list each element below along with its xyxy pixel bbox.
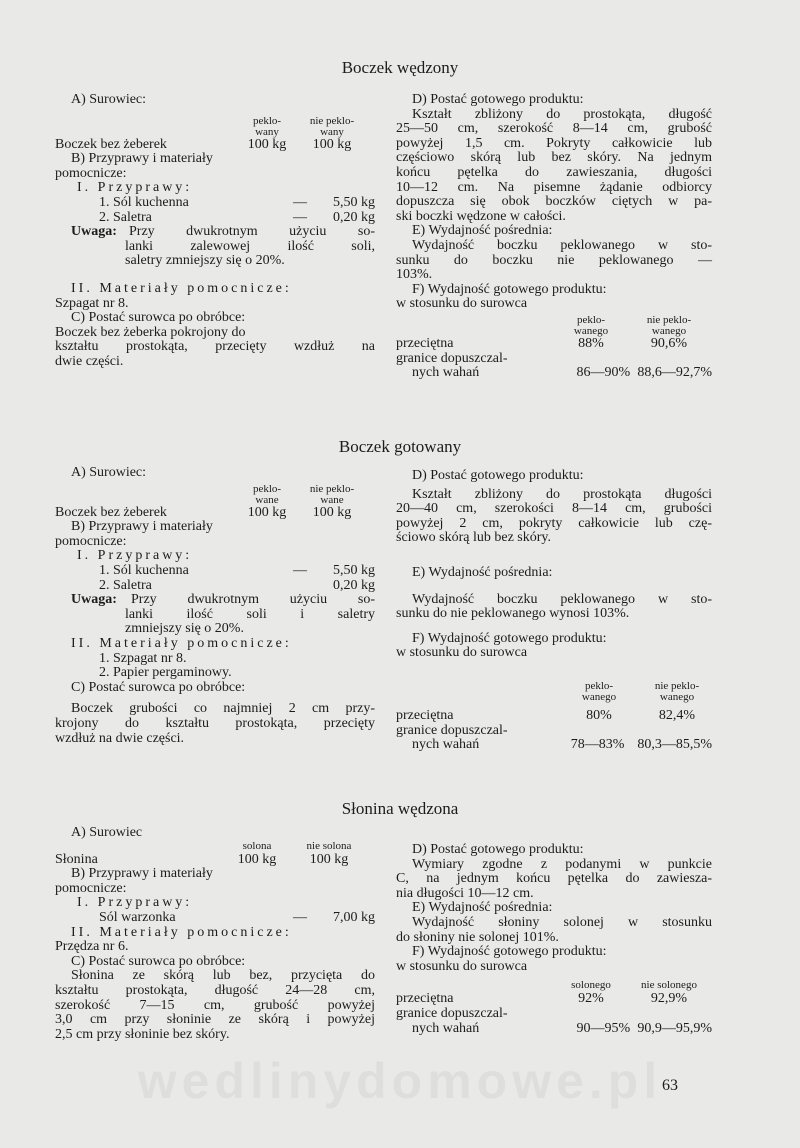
s2-fh1b: wanego (581, 690, 617, 703)
section-title-boczek-gotowany: Boczek gotowany (338, 437, 462, 456)
watermark (0, 1052, 800, 1110)
s3-spice-1-label: Sól warzonka (99, 909, 176, 925)
s1-f-table-header (396, 315, 712, 337)
s2-c-line-3: wzdłuż na dwie części. (55, 730, 185, 746)
s3-right-column (396, 843, 712, 1036)
s1-f-lim-row (396, 366, 712, 381)
s1-fh2b: wanego (651, 324, 687, 337)
s3-c-line-5: 2,5 cm przy słoninie bez skóry. (55, 1026, 230, 1042)
s3-lim-v1: 90—95% (576, 1020, 631, 1036)
s1-spice-2-amount: 0,20 kg (333, 209, 375, 225)
s3-b-heading-2: pomocnicze: (55, 880, 127, 896)
s3-row-v1: 100 kg (237, 851, 277, 867)
s1-fh1a: peklo- (576, 313, 606, 326)
s3-material-1: Przędza nr 6. (55, 939, 129, 955)
s3-f-subheading: w stosunku do surowca (396, 958, 528, 974)
s2-row-v2: 100 kg (312, 504, 352, 520)
s3-c-line-3: szerokość 7—15 cm, grubość powyżej (55, 997, 375, 1013)
s3-spice-1-dash: — (293, 909, 307, 925)
s3-hdr1: solona (242, 839, 272, 852)
s1-uwaga-label: Uwaga: (71, 224, 117, 240)
s2-uwaga-line-2: lanki ilość soli i saletry (125, 606, 375, 622)
s3-hdr2: nie solona (306, 839, 352, 852)
s1-materialy-heading: II. Materiały pomocnicze: (71, 280, 292, 296)
s3-c-heading: C) Postać surowca po obróbce: (71, 953, 246, 969)
s3-a-table-header (55, 841, 375, 853)
s1-f-heading: F) Wydajność gotowego produktu: (412, 281, 607, 297)
s2-material-1: 1. Szpagat nr 8. (99, 650, 187, 666)
s1-spice-2-dash: — (293, 209, 307, 225)
s3-a-heading: A) Surowiec (71, 825, 143, 840)
s1-fh2a: nie peklo- (646, 313, 692, 326)
s2-uwaga-line-3: zmniejszy się o 20%. (125, 621, 244, 637)
s3-f-avg-row (396, 992, 712, 1007)
s1-lim-v1: 86—90% (576, 365, 631, 381)
s1-d-line-4: częściowo skórą lub bez skóry. Na jednym (396, 150, 712, 166)
s2-e-line-2: sunku do nie peklowanego wynosi 103%. (396, 606, 630, 622)
s2-spice-1-amount: 5,50 kg (333, 562, 375, 578)
s3-a-row (55, 853, 375, 868)
section-title-boczek-wedzony: Boczek wędzony (341, 58, 459, 77)
s1-avg-label: przeciętna (396, 335, 454, 351)
s1-b-heading-2: pomocnicze: (55, 165, 127, 181)
s2-fh2a: nie peklo- (654, 679, 700, 692)
s2-c-line-2: krojony do kształtu prostokąta, przecięty (55, 715, 375, 731)
s1-lim-v2: 88,6—92,7% (637, 365, 712, 381)
s1-a-table-header (55, 116, 375, 138)
s1-e-line-3: 103%. (396, 267, 433, 283)
s2-fh2b: wanego (659, 690, 695, 703)
s3-d-line-3: nia długości 10—12 cm. (396, 885, 534, 901)
s2-a-heading: A) Surowiec: (71, 465, 147, 480)
s1-hdr1a: peklo- (252, 114, 282, 127)
s3-d-heading: D) Postać gotowego produktu: (412, 842, 584, 857)
s2-right-column (396, 469, 712, 753)
s1-d-line-1: Kształt zbliżony do prostokąta, długość (412, 106, 712, 122)
s2-lim-v2: 80,3—85,5% (637, 737, 712, 753)
s3-e-line-2: do słoniny nie solonej 101%. (396, 929, 559, 945)
s2-c-line-1: Boczek grubości co najmniej 2 cm przy- (71, 701, 375, 717)
s1-e-line-2: sunku do boczku nie peklowanego — (396, 252, 712, 268)
s2-spice-2-amount: 0,20 kg (333, 577, 375, 593)
s3-lim-label-2: nych wahań (412, 1020, 480, 1036)
s1-lim-label-2: nych wahań (412, 365, 480, 381)
s2-lim-label-2: nych wahań (412, 737, 480, 753)
s1-spice-row-2 (55, 211, 375, 226)
s3-e-line-1: Wydajność słoniny solonej w stosunku (412, 914, 712, 930)
s1-hdr2b: wany (320, 125, 344, 138)
s2-e-heading: E) Wydajność pośrednia: (412, 564, 553, 580)
s3-c-line-4: 3,0 cm przy słoninie ze skórą i powyżej (55, 1012, 375, 1028)
s3-row-v2: 100 kg (309, 851, 349, 867)
s1-uwaga-line-1 (55, 225, 375, 240)
page-number: 63 (662, 1077, 678, 1094)
s3-spice-1-amount: 7,00 kg (333, 909, 375, 925)
s1-przyprawy-heading: I. Przyprawy: (77, 180, 193, 196)
s2-d-line-4: ściowo skórą lub bez skóry. (396, 530, 552, 546)
s3-avg-v2: 92,9% (650, 991, 688, 1007)
s1-f-avg-row (396, 337, 712, 352)
s1-spice-2-label: 2. Saletra (99, 209, 152, 225)
s2-d-line-2: 20—40 cm, szerokości 8—14 cm, grubości (396, 501, 712, 517)
s1-d-heading: D) Postać gotowego produktu: (412, 92, 584, 107)
s1-d-line-7: dopuszcza się obok boczków ciętych w pa- (396, 194, 712, 210)
s1-e-line-1: Wydajność boczku peklowanego w sto- (412, 237, 712, 253)
s2-b-heading-2: pomocnicze: (55, 533, 127, 549)
s1-avg-v2: 90,6% (650, 335, 688, 351)
s2-left-column (55, 466, 375, 746)
s2-spice-2-label: 2. Saletra (99, 577, 152, 593)
s2-f-subheading: w stosunku do surowca (396, 645, 528, 661)
s3-left-column (55, 826, 375, 1042)
s2-materialy-heading: II. Materiały pomocnicze: (71, 635, 292, 651)
s2-f-lim-row (396, 738, 712, 753)
s3-row-label: Słonina (55, 851, 98, 867)
s2-hdr1b: wane (255, 493, 279, 506)
s2-row-v1: 100 kg (247, 504, 287, 520)
s1-spice-row-1 (55, 196, 375, 211)
s2-f-avg-row (396, 709, 712, 724)
s3-avg-v1: 92% (578, 991, 604, 1007)
section-title-slonina-wedzona: Słonina wędzona (341, 799, 459, 818)
s2-avg-label: przeciętna (396, 707, 454, 723)
s3-d-line-1: Wymiary zgodne z podanymi w punkcie (412, 856, 712, 872)
s2-row-label: Boczek bez żeberek (55, 504, 167, 520)
s1-row-label: Boczek bez żeberek (55, 136, 167, 152)
s2-avg-v1: 80% (586, 707, 612, 723)
s2-c-heading: C) Postać surowca po obróbce: (71, 679, 246, 695)
s1-a-heading: A) Surowiec: (71, 92, 147, 107)
s3-spice-row-1 (55, 911, 375, 926)
s1-uwaga-text-1: Przy dwukrotnym użyciu so- (129, 224, 375, 240)
s2-b-heading: B) Przyprawy i materiały (71, 519, 213, 535)
s3-b-heading: B) Przyprawy i materiały (71, 866, 213, 882)
s1-fh1b: wanego (573, 324, 609, 337)
s2-spice-row-1 (55, 564, 375, 579)
s2-d-line-1: Kształt zbliżony do prostokąta długości (412, 486, 712, 502)
s3-przyprawy-heading: I. Przyprawy: (77, 895, 193, 911)
s2-fh1a: peklo- (584, 679, 614, 692)
s3-lim-v2: 90,9—95,9% (637, 1020, 712, 1036)
s1-left-column (55, 93, 375, 370)
s2-spice-1-label: 1. Sól kuchenna (99, 562, 189, 578)
s1-d-line-6: 10—12 cm. Na pisemne żądanie odbiorcy (396, 179, 712, 195)
s3-fh1: solonego (571, 979, 611, 992)
s3-f-lim-row (396, 1022, 712, 1037)
s2-uwaga-line-1 (55, 593, 375, 608)
s1-uwaga-line-2: lanki zalewowej ilość soli, (125, 238, 375, 254)
s2-f-table-header (396, 681, 712, 703)
s3-c-line-1: Słonina ze skórą lub bez, przycięta do (71, 968, 375, 984)
s2-f-heading: F) Wydajność gotowego produktu: (412, 630, 607, 646)
s1-f-subheading: w stosunku do surowca (396, 296, 528, 312)
s2-hdr2a: nie peklo- (309, 482, 355, 495)
s1-c-line-1: Boczek bez żeberka pokrojony do (55, 324, 246, 340)
s1-d-line-3: powyżej 1,5 cm. Pokryty całkowicie lub (396, 135, 712, 151)
s2-lim-label-1: granice dopuszczal- (396, 722, 508, 738)
s2-spice-1-dash: — (293, 562, 307, 578)
s3-f-heading: F) Wydajność gotowego produktu: (412, 944, 607, 960)
s2-uwaga-label: Uwaga: (71, 592, 117, 608)
s2-a-row (55, 506, 375, 521)
s2-lim-v1: 78—83% (570, 737, 625, 753)
s1-hdr2a: nie peklo- (309, 114, 355, 127)
s1-c-line-3: dwie części. (55, 353, 124, 369)
s2-avg-v2: 82,4% (658, 707, 696, 723)
s3-d-line-2: C, na jednym końcu pętelka do zawiesza- (396, 871, 712, 887)
s1-row-v2: 100 kg (312, 136, 352, 152)
s1-a-row (55, 138, 375, 153)
s1-row-v1: 100 kg (247, 136, 287, 152)
s1-lim-label-1: granice dopuszczal- (396, 350, 508, 366)
s3-lim-label-1: granice dopuszczal- (396, 1005, 508, 1021)
s2-uwaga-text-1: Przy dwukrotnym użyciu so- (131, 592, 375, 608)
s1-e-heading: E) Wydajność pośrednia: (412, 223, 553, 239)
s1-avg-v1: 88% (578, 335, 604, 351)
s1-b-heading: B) Przyprawy i materiały (71, 151, 213, 167)
s1-spice-1-amount: 5,50 kg (333, 194, 375, 210)
s2-material-2: 2. Papier pergaminowy. (99, 665, 232, 681)
s1-c-heading: C) Postać surowca po obróbce: (71, 310, 246, 326)
s1-material-1: Szpagat nr 8. (55, 295, 129, 311)
s3-fh2: nie solonego (641, 979, 697, 992)
s2-przyprawy-heading: I. Przyprawy: (77, 548, 193, 564)
s1-hdr1b: wany (255, 125, 279, 138)
s3-c-line-2: kształtu prostokąta, długość 24—28 cm, (55, 982, 375, 998)
s2-d-line-3: powyżej 2 cm, pokryty całkowicie lub czę- (396, 515, 712, 531)
s1-c-line-2: kształtu prostokąta, przecięty wzdłuż na (55, 339, 375, 355)
s2-hdr2b: wane (320, 493, 344, 506)
s1-uwaga-line-3: saletry zmniejszy się o 20%. (125, 253, 285, 269)
s2-spice-row-2 (55, 579, 375, 594)
s1-d-line-2: 25—50 cm, szerokość 8—14 cm, grubość (396, 121, 712, 137)
s2-a-table-header (55, 484, 375, 506)
s3-avg-label: przeciętna (396, 991, 454, 1007)
s1-spice-1-dash: — (293, 194, 307, 210)
s2-e-line-1: Wydajność boczku peklowanego w sto- (412, 591, 712, 607)
s2-hdr1a: peklo- (252, 482, 282, 495)
s3-materialy-heading: II. Materiały pomocnicze: (71, 924, 292, 940)
s2-d-heading: D) Postać gotowego produktu: (412, 468, 584, 483)
s1-spice-1-label: 1. Sól kuchenna (99, 194, 189, 210)
s3-e-heading: E) Wydajność pośrednia: (412, 900, 553, 916)
s1-d-line-8: ski boczki wędzone w całości. (396, 208, 566, 224)
s1-right-column (396, 93, 712, 381)
s1-d-line-5: końcu pętelka do zawieszania, długości (396, 164, 712, 180)
